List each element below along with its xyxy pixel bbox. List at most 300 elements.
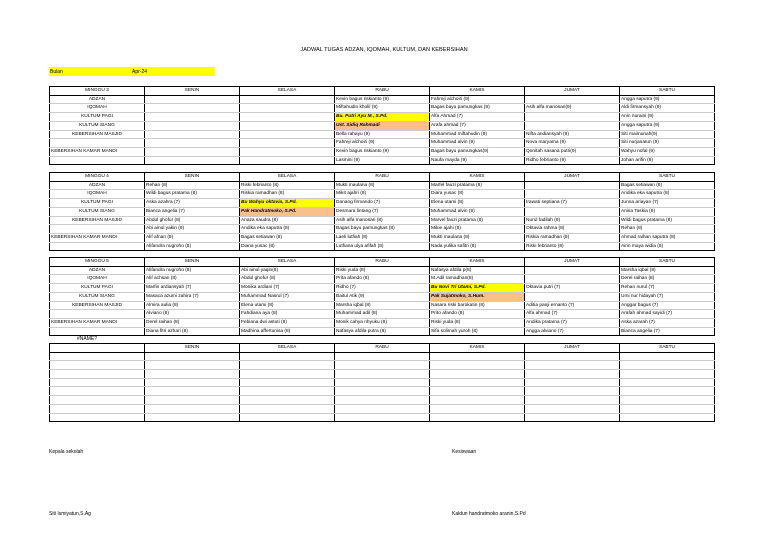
schedule-cell [525,181,620,190]
schedule-cell [620,404,715,413]
schedule-cell [240,121,335,130]
schedule-cell: Marsha iqbal (8) [335,301,430,310]
week-header [50,344,145,353]
duty-label [50,387,145,396]
schedule-table [49,86,715,165]
schedule-cell [145,361,240,370]
schedule-cell: Bagas bayu pamungkas (9) [430,104,525,113]
schedule-cell: Nafasya afdila putra (8) [335,327,430,336]
schedule-cell: Bu Novi Tri Utami, S.Pd. [430,284,525,293]
day-header: JUMAT [525,173,620,182]
student-affairs-name: Kaldun handratmoko aranin,S.Pd [452,511,526,517]
week-header: MINGGU 4 [50,173,145,182]
schedule-cell: Mikie ajahi (8) [430,225,525,234]
schedule-cell: Riski yuda (8) [335,266,430,275]
duty-label: IQOMAH [50,190,145,199]
table-row [50,216,715,225]
table-header-row [50,173,715,182]
table-row [50,396,715,405]
schedule-cell: Mukti maulana (8) [335,181,430,190]
schedule-cell: Abdul ghofur (8) [240,275,335,284]
schedule-cell: Almira aulia (8) [145,301,240,310]
schedule-cell [620,370,715,379]
day-header: KAMIS [430,173,525,182]
schedule-cell [525,121,620,130]
schedule-cell [240,139,335,148]
schedule-cell: Abdul ghofur (8) [145,216,240,225]
schedule-cell: Baitul Atik (9) [335,292,430,301]
schedule-cell: Bagas setiawan (8) [240,233,335,242]
schedule-cell [335,370,430,379]
schedule-cell: Febiana dwi astuti (8) [240,318,335,327]
schedule-cell: Asih alfa manosari (8) [335,216,430,225]
schedule-cell [525,370,620,379]
schedule-cell [145,156,240,165]
schedule-cell: Bianca angelia (7) [145,207,240,216]
day-header: SABTU [620,258,715,267]
schedule-cell: Riskia ramadhan (8) [240,190,335,199]
week-block [49,343,715,422]
schedule-cell: Rehan (8) [620,225,715,234]
table-row [50,404,715,413]
schedule-cell: Alif afnan (8) [145,233,240,242]
schedule-cell: Andika eka saputra (8) [240,225,335,234]
day-header: SELASA [240,258,335,267]
table-row [50,181,715,190]
duty-label: KEBERSIHAN KAMAR MANDI [50,318,145,327]
duty-label: KULTUM PAGI [50,199,145,208]
duty-label: KEBERSIHAN MASJID [50,301,145,310]
schedule-cell [430,352,525,361]
schedule-cell: Aska azarah (7) [620,318,715,327]
duty-label: KEBERSIHAN KAMAR MANDI [50,233,145,242]
schedule-cell: Diara yusac (8) [430,190,525,199]
schedule-cell [145,378,240,387]
schedule-cell [240,113,335,122]
table-row [50,387,715,396]
schedule-cell [145,113,240,122]
schedule-cell: Anaza saudra (8) [240,216,335,225]
schedule-cell [525,207,620,216]
table-row [50,284,715,293]
table-row [50,413,715,422]
table-row [50,233,715,242]
schedule-cell: Prito afando (8) [430,310,525,319]
table-row [50,113,715,122]
schedule-cell: Riskia ramadhan (8) [525,233,620,242]
day-header: SENIN [145,173,240,182]
schedule-cell: Rehan (8) [145,181,240,190]
schedule-cell: Fahreji alchoiri (9) [335,139,430,148]
duty-label: KULTUM SIANG [50,121,145,130]
schedule-cell: Junna ariayan (7) [620,199,715,208]
schedule-cell [525,413,620,422]
day-header: SENIN [145,258,240,267]
schedule-cell [525,113,620,122]
schedule-cell: Alfa Ahmad (7) [430,113,525,122]
schedule-cell [620,413,715,422]
schedule-cell: Nifta andiansyah (9) [525,130,620,139]
schedule-cell [240,352,335,361]
day-header: KAMIS [430,344,525,353]
schedule-cell: Anggar bagus (7) [620,301,715,310]
schedule-cell [240,396,335,405]
schedule-cell: Alfa ahmad (7) [525,310,620,319]
schedule-cell [620,361,715,370]
schedule-cell: Qonitah sasana putri(9) [525,147,620,156]
schedule-cell [240,387,335,396]
duty-label: KEBERSIHAN MASJID [50,130,145,139]
schedule-cell [525,352,620,361]
schedule-cell: Wildi bagus pratama (8) [145,190,240,199]
schedule-cell [525,396,620,405]
schedule-cell: Alviano (8) [145,310,240,319]
schedule-cell: Lutfiana ulya afifah (8) [335,242,430,251]
schedule-cell [430,404,525,413]
table-row [50,378,715,387]
schedule-cell [145,121,240,130]
schedule-cell: Ust. Sidiq Rahmadi [335,121,430,130]
schedule-cell: Muhammad alvin (9) [430,207,525,216]
schedule-cell: Andika eka saputra (8) [620,190,715,199]
duty-label [50,139,145,148]
student-affairs-title: Kesiswaan [452,449,477,455]
schedule-cell [240,404,335,413]
day-header: SABTU [620,344,715,353]
schedule-cell: Monik cahya nhyuku (8) [335,318,430,327]
day-header: JUMAT [525,344,620,353]
schedule-cell: Nasara riski barokatin (8) [430,301,525,310]
table-header-row [50,258,715,267]
schedule-cell [430,378,525,387]
schedule-table [49,172,715,251]
table-row [50,130,715,139]
duty-label [50,225,145,234]
schedule-cell [430,413,525,422]
month-row [49,67,215,76]
schedule-cell [145,104,240,113]
schedule-cell [145,95,240,104]
schedule-cell: Alif achsan (8) [145,275,240,284]
table-row [50,147,715,156]
schedule-cell: Aldi firmansyah (9) [620,104,715,113]
schedule-table [49,343,715,422]
schedule-cell [240,95,335,104]
schedule-cell: Desmara lintang (7) [335,207,430,216]
schedule-cell: Laeli lutfiah (8) [335,233,430,242]
table-row [50,121,715,130]
schedule-cell [240,147,335,156]
schedule-cell: Siti nurjanatun (9) [620,139,715,148]
duty-label: IQOMAH [50,104,145,113]
table-row [50,292,715,301]
schedule-cell: Kevin bagus riskianto (9) [335,95,430,104]
day-header: SELASA [240,87,335,96]
schedule-cell [240,156,335,165]
schedule-cell: Muhammad alvin (9) [430,139,525,148]
schedule-cell: Johan arifin (8) [620,156,715,165]
schedule-cell: Aditia panji ernanto (7) [525,301,620,310]
schedule-cell [145,370,240,379]
principal-title: Kepala sekolah [49,449,84,455]
schedule-cell: Fahdiana aya (8) [240,310,335,319]
day-header: RABU [335,87,430,96]
schedule-cell: Irawati septiana (7) [525,199,620,208]
schedule-cell: Danang firmando (7) [335,199,430,208]
schedule-cell: Airin maya widia (8) [620,242,715,251]
duty-label: ADZAN [50,181,145,190]
duty-label: ADZAN [50,266,145,275]
duty-label: KULTUM SIANG [50,292,145,301]
table-row [50,275,715,284]
schedule-cell: Aska azahra (7) [145,199,240,208]
schedule-cell: Naufa mayda (9) [430,156,525,165]
schedule-cell [145,139,240,148]
schedule-cell [525,387,620,396]
month-label: Bulan [50,68,63,75]
day-header: KAMIS [430,87,525,96]
schedule-cell: Ridho febrianto (9) [525,156,620,165]
schedule-cell [430,387,525,396]
schedule-cell: Angga saputra (9) [620,121,715,130]
schedule-cell [335,413,430,422]
schedule-cell: Bu Wahyu oktavia, S.Pd. [240,199,335,208]
schedule-cell [335,387,430,396]
schedule-cell: Ridho (7) [335,284,430,293]
schedule-cell [335,352,430,361]
schedule-cell [620,387,715,396]
schedule-cell: Mukti maulana (8) [430,233,525,242]
schedule-cell [525,404,620,413]
schedule-cell [335,378,430,387]
day-header: RABU [335,258,430,267]
duty-label [50,378,145,387]
day-header: JUMAT [525,258,620,267]
duty-label: KEBERSIHAN KAMAR MANDI [50,147,145,156]
week-header: MINGGU 3 [50,87,145,96]
schedule-cell: Ahmad raihan saputra (8) [620,233,715,242]
schedule-cell: M.Adil ramadhan(8) [430,275,525,284]
schedule-cell: Abi ainul yakin (8) [145,225,240,234]
schedule-cell: Umi nur hidayah (7) [620,292,715,301]
table-row [50,95,715,104]
schedule-cell [525,378,620,387]
duty-label [50,242,145,251]
schedule-cell: Madhina affertunisa (8) [240,327,335,336]
table-row [50,327,715,336]
schedule-cell: Elena utami (8) [240,301,335,310]
schedule-cell: Miftahudin kholil (9) [335,104,430,113]
schedule-cell: Bu. Putri Ayu M., S.Pd. [335,113,430,122]
schedule-cell: Rehan nurul (7) [620,284,715,293]
schedule-cell: Marfin ardiansyah (7) [145,284,240,293]
day-header: SENIN [145,87,240,96]
schedule-cell: Nurul fadilah (8) [525,216,620,225]
schedule-cell [145,147,240,156]
table-row [50,266,715,275]
duty-label: KULTUM SIANG [50,207,145,216]
schedule-cell: Alifandra nugroho (8) [145,266,240,275]
day-header: SELASA [240,173,335,182]
duty-label [50,327,145,336]
table-row [50,139,715,148]
schedule-cell [525,361,620,370]
schedule-cell: Angga alviano (7) [525,327,620,336]
schedule-cell: Oktavia rahma (8) [525,225,620,234]
schedule-cell: Oktavia putri (7) [525,284,620,293]
schedule-cell: Nova maryama (9) [525,139,620,148]
schedule-cell: Wildi bagus pratama (8) [620,216,715,225]
table-row [50,310,715,319]
schedule-cell: Diana yusac (8) [240,242,335,251]
duty-label: KULTUM PAGI [50,113,145,122]
schedule-cell [525,292,620,301]
schedule-cell: Marvel fauzi pratama (8) [430,216,525,225]
duty-label [50,352,145,361]
duty-label: KEBERSIHAN MASJID [50,216,145,225]
table-row [50,225,715,234]
schedule-cell: Derel raihan (8) [620,275,715,284]
schedule-cell: Anin nuraini (9) [620,113,715,122]
schedule-cell: Derel raihan (8) [145,318,240,327]
name-error-cell: #NAME? [77,336,98,342]
schedule-cell [620,352,715,361]
table-row [50,104,715,113]
schedule-table [49,257,715,336]
schedule-cell: Arafa ahmad (7) [430,121,525,130]
table-row [50,156,715,165]
schedule-cell [335,396,430,405]
schedule-cell: Marsha iqbal (8) [620,266,715,275]
schedule-cell: Bagas bayu pamungkas(9) [430,147,525,156]
schedule-cell: Elena utami (8) [430,199,525,208]
day-header: JUMAT [525,87,620,96]
schedule-cell: Asih alfa manosari(9) [525,104,620,113]
table-row [50,318,715,327]
duty-label: IQOMAH [50,275,145,284]
schedule-cell: Bagas setiawan (8) [620,181,715,190]
duty-label [50,404,145,413]
schedule-cell: Angga saputra (9) [620,95,715,104]
page-title: JADWAL TUGAS ADZAN, IQOMAH, KULTUM, DAN KEBERSIHAN [300,47,468,53]
day-header: SELASA [240,344,335,353]
schedule-cell: Bianca angelia (7) [620,327,715,336]
schedule-cell [525,190,620,199]
schedule-cell: Pak Sujatmoko, S.Hum. [430,292,525,301]
schedule-cell [240,361,335,370]
schedule-cell [620,378,715,387]
schedule-cell: Andika pratama (7) [525,318,620,327]
schedule-cell [240,413,335,422]
schedule-cell [525,275,620,284]
table-header-row [50,87,715,96]
schedule-cell: Nafasya afdila p(8) [430,266,525,275]
table-row [50,352,715,361]
duty-label [50,396,145,405]
schedule-cell: Bagas bayu pamungkas (8) [335,225,430,234]
duty-label [50,156,145,165]
schedule-cell [525,266,620,275]
schedule-cell: Anisa Taskia (9) [620,207,715,216]
table-row [50,242,715,251]
duty-label [50,413,145,422]
schedule-cell: Lasmini (9) [335,156,430,165]
duty-label: ADZAN [50,95,145,104]
schedule-cell: Riski febrianto (8) [240,181,335,190]
schedule-cell: Siti maimunah(9) [620,130,715,139]
schedule-cell: Masaca azumi zahira (7) [145,292,240,301]
schedule-cell: Bella rahayu (9) [335,130,430,139]
principal-name: Siti Ismiyatun,S.Ag [49,511,91,517]
month-value: Apr-24 [132,68,148,75]
schedule-cell [525,95,620,104]
schedule-cell: Sifa solimah yuroh (8) [430,327,525,336]
week-header: MINGGU 5 [50,258,145,267]
table-row [50,370,715,379]
day-header: KAMIS [430,258,525,267]
week-block [49,86,715,165]
duty-label: KULTUM PAGI [50,284,145,293]
schedule-cell: Riski febrianto (8) [525,242,620,251]
schedule-cell [145,352,240,361]
schedule-cell: Muhammad adil (8) [335,310,430,319]
schedule-cell [335,361,430,370]
schedule-cell: Nada yulika safitri (8) [430,242,525,251]
schedule-cell: Mikit ajahri (8) [335,190,430,199]
week-block [49,172,715,251]
schedule-cell: Alifandra nugroho (8) [145,242,240,251]
schedule-cell [240,130,335,139]
schedule-cell: Abi ainul yaqin(8) [240,266,335,275]
schedule-cell: Muhammad Nasrul (7) [240,292,335,301]
schedule-cell: Arafah ahmad sayidi (7) [620,310,715,319]
table-row [50,361,715,370]
schedule-cell: Marfel fauzi pratama (8) [430,181,525,190]
schedule-cell [240,104,335,113]
table-header-row [50,344,715,353]
day-header: RABU [335,173,430,182]
day-header: SABTU [620,87,715,96]
schedule-cell [430,361,525,370]
schedule-cell [430,396,525,405]
schedule-cell: Diana fitri azhari (8) [145,327,240,336]
table-row [50,190,715,199]
schedule-cell: Wahyu nofal (9) [620,147,715,156]
duty-label [50,361,145,370]
day-header: SENIN [145,344,240,353]
duty-label [50,370,145,379]
schedule-cell: Kevin bagus riskianto (9) [335,147,430,156]
day-header: RABU [335,344,430,353]
schedule-cell [620,396,715,405]
duty-label [50,310,145,319]
schedule-cell [430,370,525,379]
day-header: SABTU [620,173,715,182]
table-row [50,301,715,310]
schedule-cell: Prita afando (8) [335,275,430,284]
schedule-cell [145,387,240,396]
schedule-cell [240,370,335,379]
week-block [49,257,715,336]
schedule-cell [145,404,240,413]
table-row [50,199,715,208]
schedule-cell [335,404,430,413]
table-row [50,207,715,216]
schedule-cell: Fahreji alchoiri (9) [430,95,525,104]
schedule-cell [145,396,240,405]
schedule-cell: Muhammad miftahudin (9) [430,130,525,139]
schedule-cell [145,413,240,422]
